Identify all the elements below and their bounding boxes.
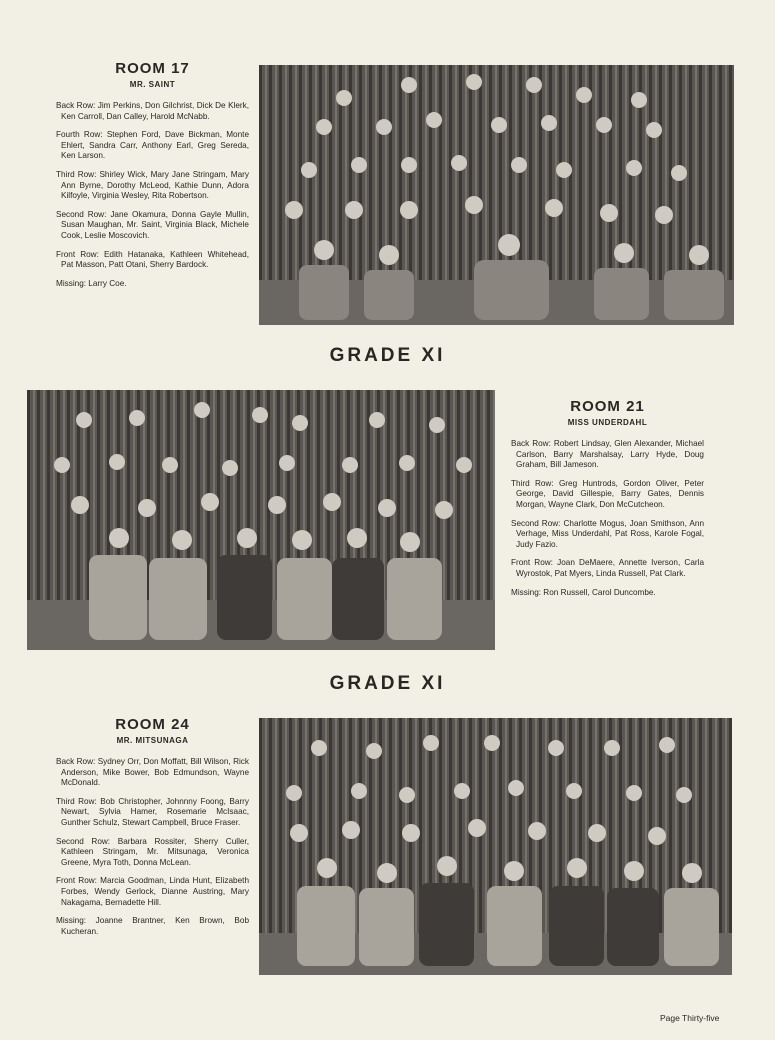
room17-third-row: Third Row: Shirley Wick, Mary Jane Stringam, Mary Ann Byrne, Dorothy McLeod, Kathie Dunn, Adora Kilfoyle, Virginia Wesley, Rita Robertson. <box>56 169 249 201</box>
room21-front-row: Front Row: Joan DeMaere, Annette Iverson, Carla Wyrostok, Pat Myers, Linda Russell, Pat Clark. <box>511 558 704 578</box>
room24-back-row: Back Row: Sydney Orr, Don Moffatt, Bill Wilson, Rick Anderson, Mike Bower, Bob Edmundson, Wayne McDonald. <box>56 757 249 788</box>
room21-second-row: Second Row: Charlotte Mogus, Joan Smithson, Ann Verhage, Miss Underdahl, Pat Ross, Karole Fogal, Judy Fazio. <box>511 518 704 549</box>
room21-missing: Missing: Ron Russell, Carol Duncombe. <box>511 587 656 597</box>
room17-fourth-row: Fourth Row: Stephen Ford, Dave Bickman, Monte Ehlert, Sandra Carr, Anthony Earl, Greg Sereda, Ken Larson. <box>56 130 249 161</box>
room21-teacher: MISS UNDERDAHL <box>567 418 648 427</box>
room24-second-row: Second Row: Barbara Rossiter, Sherry Culler, Kathleen Stringam, Mr. Mitsunaga, Veronica Greene, Myra Toth, Donna McLean. <box>56 836 249 867</box>
room17-second-row: Second Row: Jane Okamura, Donna Gayle Mullin, Susan Maughan, Mr. Saint, Virginia Black, Michele Cook, Leslie Moscovich. <box>56 209 249 240</box>
grade-heading-top: GRADE XI <box>329 345 446 366</box>
room24-roster <box>56 757 249 937</box>
room17-missing: Missing: Larry Coe. <box>56 278 127 288</box>
room24-caption <box>56 716 249 945</box>
room24-front-row: Front Row: Marcia Goodman, Linda Hunt, Elizabeth Forbes, Wendy Gerlock, Dianne Austring, Mary Nakagama, Bernadette Hill. <box>56 876 249 907</box>
room24-title: ROOM 24 <box>115 716 190 733</box>
grade-heading-bottom: GRADE XI <box>329 673 446 694</box>
room24-teacher: MR. MITSUNAGA <box>116 736 189 745</box>
room21-class-photo <box>27 390 495 650</box>
room17-class-photo <box>259 65 734 325</box>
room24-third-row: Third Row: Bob Christopher, Johnnny Foong, Barry Newart, Sylvia Hamer, Rosemarie McIsaac, Gunther Schulz, Stewart Campbell, Bruce Fraser. <box>56 796 249 827</box>
room17-teacher: MR. SAINT <box>129 80 176 89</box>
room21-third-row: Third Row: Greg Huntrods, Gordon Oliver, Peter George, David Gillespie, Barry Gates, Dennis Morgan, Wayne Clark, Don McCutcheon. <box>511 478 704 509</box>
page-number: Page Thirty-five <box>660 1013 720 1023</box>
room21-caption <box>511 398 704 606</box>
room21-back-row: Back Row: Robert Lindsay, Glen Alexander, Michael Carlson, Barry Marshalsay, Larry Hyde, Doug Graham, Bill Jameson. <box>511 439 704 470</box>
room17-back-row: Back Row: Jim Perkins, Don Gilchrist, Dick De Klerk, Ken Carroll, Dan Calley, Harold McNabb. <box>56 101 249 121</box>
room21-title: ROOM 21 <box>570 398 645 415</box>
room24-class-photo <box>259 718 732 975</box>
room17-front-row: Front Row: Edith Hatanaka, Kathleen Whitehead, Pat Masson, Patt Otani, Sherry Bardock. <box>56 249 249 270</box>
room21-roster <box>511 439 704 598</box>
room17-roster <box>56 101 249 289</box>
room17-caption <box>56 60 249 297</box>
room17-title: ROOM 17 <box>115 60 190 77</box>
room24-missing: Missing: Joanne Brantner, Ken Brown, Bob Kucheran. <box>56 916 249 936</box>
